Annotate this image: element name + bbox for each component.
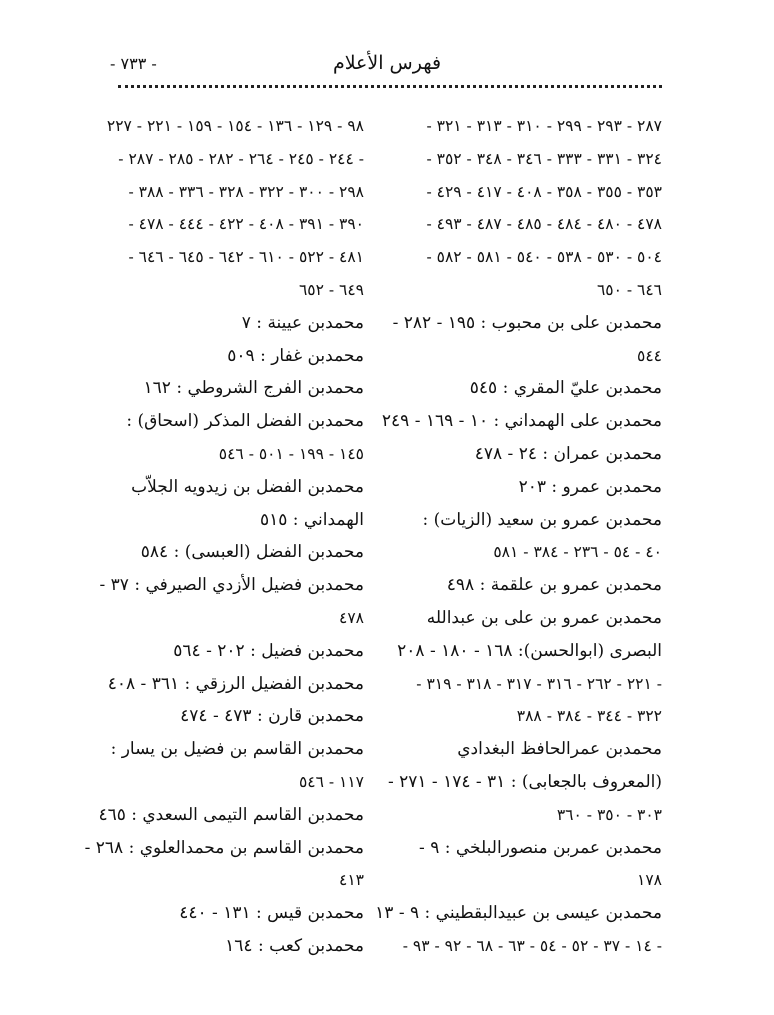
index-line: محمدبن غفار : ٥٠٩ (227, 345, 364, 366)
index-line: محمدبن القاسم بن فضيل بن يسار : (110, 739, 364, 760)
index-column-left (84, 110, 364, 963)
index-line: ٣٠٣ - ٣٥٠ - ٣٦٠ (556, 805, 662, 824)
index-line: ٥٠٤ - ٥٣٠ - ٥٣٨ - ٥٤٠ - ٥٨١ - ٥٨٢ - (426, 248, 662, 267)
page-number: - ٧٣٣ - (110, 54, 157, 73)
index-line: محمدبن عيسى بن عبيدالبقطيني : ٩ - ١٣ (375, 903, 662, 924)
index-line: ٥٤٤ (637, 346, 662, 365)
index-line: محمدبن عمرو بن سعيد (الزيات) : (422, 509, 662, 530)
index-line: ٢٩٨ - ٣٠٠ - ٣٢٢ - ٣٢٨ - ٣٣٦ - ٣٨٨ - (128, 182, 364, 201)
index-line: محمدبن عمربن منصورالبلخي : ٩ - (419, 837, 662, 858)
index-line: ٣٩٠ - ٣٩١ - ٤٠٨ - ٤٢٢ - ٤٤٤ - ٤٧٨ - (128, 215, 364, 234)
index-line: (المعروف بالجعابى) : ٣١ - ١٧٤ - ٢٧١ - (387, 771, 662, 792)
dotted-divider (118, 85, 662, 88)
index-line: ٤١٣ (339, 871, 364, 890)
index-line: ٢٨٧ - ٢٩٣ - ٢٩٩ - ٣١٠ - ٣١٣ - ٣٢١ - (426, 117, 662, 135)
index-line: البصرى (ابوالحسن): ١٦٨ - ١٨٠ - ٢٠٨ (397, 640, 662, 661)
index-line: ٤٧٨ (339, 608, 364, 627)
index-line: محمدبن قارن : ٤٧٣ - ٤٧٤ (180, 706, 364, 727)
index-line: محمدبن الفرج الشروطي : ١٦٢ (143, 378, 364, 399)
index-line: محمدبن القاسم بن محمدالعلوي : ٢٦٨ - (84, 837, 364, 858)
index-line: محمدبن كعب : ١٦٤ (225, 935, 364, 956)
index-line: محمدبن على بن محبوب : ١٩٥ - ٢٨٢ - (392, 312, 662, 333)
index-line: ٣٥٣ - ٣٥٥ - ٣٥٨ - ٤٠٨ - ٤١٧ - ٤٢٩ - (426, 182, 662, 201)
page-header (110, 52, 664, 80)
index-line: محمدبن عمرو : ٢٠٣ (518, 476, 662, 497)
index-line: محمدبن الفضل المذكر (اسحاق) : (126, 411, 364, 432)
index-line: محمدبن فضيل : ٢٠٢ - ٥٦٤ (173, 640, 364, 661)
index-line: محمدبن قيس : ١٣١ - ٤٤٠ (179, 903, 364, 924)
index-line: محمدبن الفضل بن زيدويه الجلاّب (131, 476, 364, 497)
index-line: محمدبن القاسم التيمى السعدي : ٤٦٥ (98, 804, 364, 825)
index-line: محمدبن فضيل الأزدي الصيرفي : ٣٧ - (99, 575, 364, 596)
index-line: ٤٨١ - ٥٢٢ - ٦١٠ - ٦٤٢ - ٦٤٥ - ٦٤٦ - (128, 248, 364, 267)
page-title: فهرس الأعلام (332, 52, 442, 74)
index-line: ١٤٥ - ١٩٩ - ٥٠١ - ٥٤٦ (218, 444, 364, 463)
index-line: محمدبن عمرو بن علقمة : ٤٩٨ (446, 575, 662, 596)
index-line: ٤٠ - ٥٤ - ٢٣٦ - ٣٨٤ - ٥٨١ (493, 543, 662, 562)
index-line: - ٢٢١ - ٢٦٢ - ٣١٦ - ٣١٧ - ٣١٨ - ٣١٩ - (416, 674, 662, 693)
index-line: ٣٢٢ - ٣٤٤ - ٣٨٤ - ٣٨٨ (516, 707, 662, 726)
index-line: - ٢٤٤ - ٢٤٥ - ٢٦٤ - ٢٨٢ - ٢٨٥ - ٢٨٧ - (118, 149, 364, 168)
index-line: محمدبن الفضل (العبسى) : ٥٨٤ (140, 542, 364, 563)
index-line: ١٧٨ (637, 871, 662, 890)
index-line: محمدبن الفضيل الرزقي : ٣٦١ - ٤٠٨ (107, 673, 364, 694)
index-line: ١١٧ - ٥٤٦ (298, 772, 364, 791)
index-line: الهمداني : ٥١٥ (259, 509, 364, 530)
index-line: محمدبن عيينة : ٧ (241, 312, 364, 333)
index-line: ٤٧٨ - ٤٨٠ - ٤٨٤ - ٤٨٥ - ٤٨٧ - ٤٩٣ - (426, 215, 662, 234)
index-line: ٣٢٤ - ٣٣١ - ٣٣٣ - ٣٤٦ - ٣٤٨ - ٣٥٢ - (426, 149, 662, 168)
index-line: محمدبن عليّ المقري : ٥٤٥ (469, 378, 662, 399)
index-line: محمدبن عمران : ٢٤ - ٤٧٨ (474, 443, 662, 464)
index-line: محمدبن على الهمداني : ١٠ - ١٦٩ - ٢٤٩ (381, 411, 662, 432)
index-line: - ١٤ - ٣٧ - ٥٢ - ٥٤ - ٦٣ - ٦٨ - ٩٢ - ٩٣ - (402, 936, 662, 955)
index-line: ٦٤٦ - ٦٥٠ (596, 280, 662, 299)
index-line: محمدبن عمرالحافظ البغدادي (457, 739, 662, 760)
index-line: ٦٤٩ - ٦٥٢ (298, 280, 364, 299)
index-line: ٩٨ - ١٢٩ - ١٣٦ - ١٥٤ - ١٥٩ - ٢٢١ - ٢٢٧ (106, 117, 364, 135)
index-line: محمدبن عمرو بن على بن عبدالله (426, 607, 662, 628)
index-column-right (375, 110, 662, 963)
